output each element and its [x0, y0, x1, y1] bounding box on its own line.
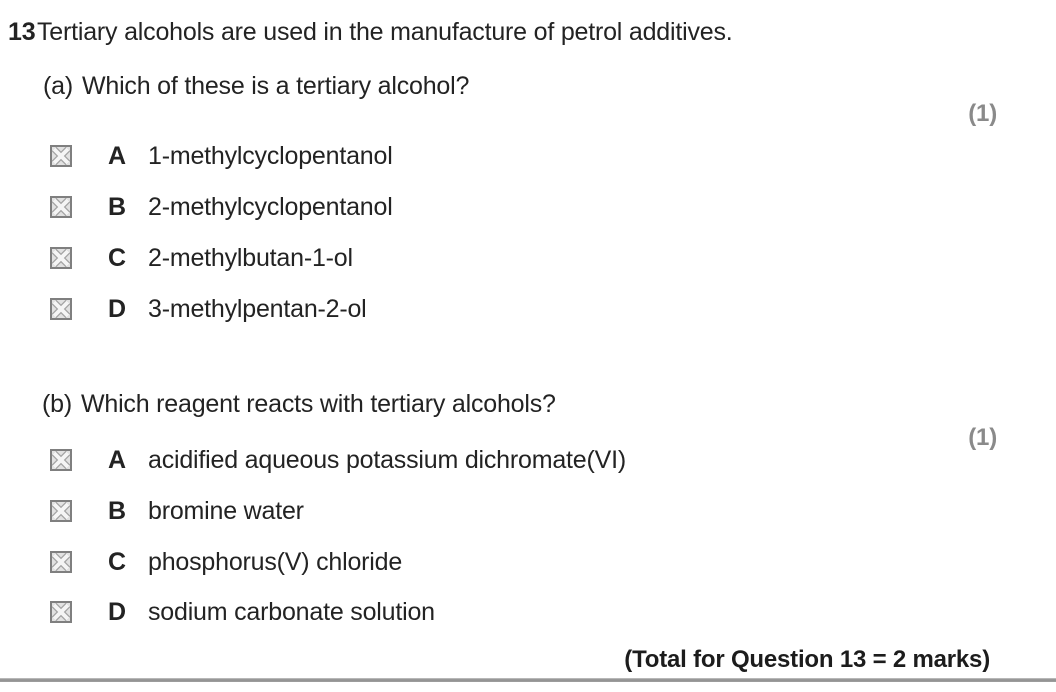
checkbox-x-icon — [50, 449, 72, 471]
part-a-heading — [43, 72, 469, 101]
option-text: phosphorus(V) chloride — [148, 547, 403, 576]
checkbox-x-icon — [50, 298, 72, 320]
checkbox-x-icon — [50, 145, 72, 167]
answer-checkbox-b-D[interactable] — [50, 601, 72, 623]
answer-checkbox-b-A[interactable] — [50, 449, 72, 471]
option-letter: A — [108, 445, 126, 474]
checkbox-x-icon — [50, 500, 72, 522]
answer-checkbox-a-C[interactable] — [50, 247, 72, 269]
checkbox-x-icon — [50, 601, 72, 623]
answer-checkbox-b-B[interactable] — [50, 500, 72, 522]
checkbox-x-icon — [50, 551, 72, 573]
part-b-heading — [42, 390, 556, 419]
option-text: 2-methylcyclopentanol — [148, 192, 393, 221]
option-row-b-D — [50, 599, 435, 625]
option-letter: A — [108, 141, 126, 170]
option-row-a-A — [50, 143, 393, 169]
option-letter: C — [108, 547, 126, 576]
section-divider-rule — [0, 678, 1056, 682]
part-a-question: Which of these is a tertiary alcohol? — [81, 72, 470, 100]
answer-checkbox-a-D[interactable] — [50, 298, 72, 320]
checkbox-x-icon — [50, 196, 72, 218]
checkbox-x-icon — [50, 247, 72, 269]
answer-checkbox-a-A[interactable] — [50, 145, 72, 167]
option-letter: D — [108, 597, 126, 626]
part-b-marks: (1) — [968, 424, 997, 451]
part-b-question: Which reagent reacts with tertiary alcohols? — [80, 390, 556, 418]
option-row-a-C — [50, 245, 353, 271]
option-text: sodium carbonate solution — [148, 597, 435, 626]
answer-checkbox-b-C[interactable] — [50, 551, 72, 573]
option-text: 2-methylbutan-1-ol — [148, 243, 353, 272]
part-a-marks: (1) — [968, 100, 997, 127]
part-b-label: (b) — [42, 390, 72, 418]
part-a-label: (a) — [43, 72, 73, 100]
option-letter: B — [108, 192, 126, 221]
option-letter: D — [108, 294, 126, 323]
option-row-a-B — [50, 194, 393, 220]
option-row-a-D — [50, 296, 367, 322]
question-number: 13 — [8, 18, 36, 46]
option-row-b-C — [50, 549, 402, 575]
option-text: bromine water — [148, 496, 304, 525]
option-text: 1-methylcyclopentanol — [148, 141, 393, 170]
option-letter: B — [108, 496, 126, 525]
option-letter: C — [108, 243, 126, 272]
question-stem: Tertiary alcohols are used in the manufacture of petrol additives. — [37, 18, 733, 46]
option-text: acidified aqueous potassium dichromate(VI) — [148, 445, 626, 474]
option-row-b-A — [50, 447, 626, 473]
answer-checkbox-a-B[interactable] — [50, 196, 72, 218]
option-text: 3-methylpentan-2-ol — [148, 294, 367, 323]
option-row-b-B — [50, 498, 304, 524]
question-total-marks: (Total for Question 13 = 2 marks) — [624, 646, 990, 673]
